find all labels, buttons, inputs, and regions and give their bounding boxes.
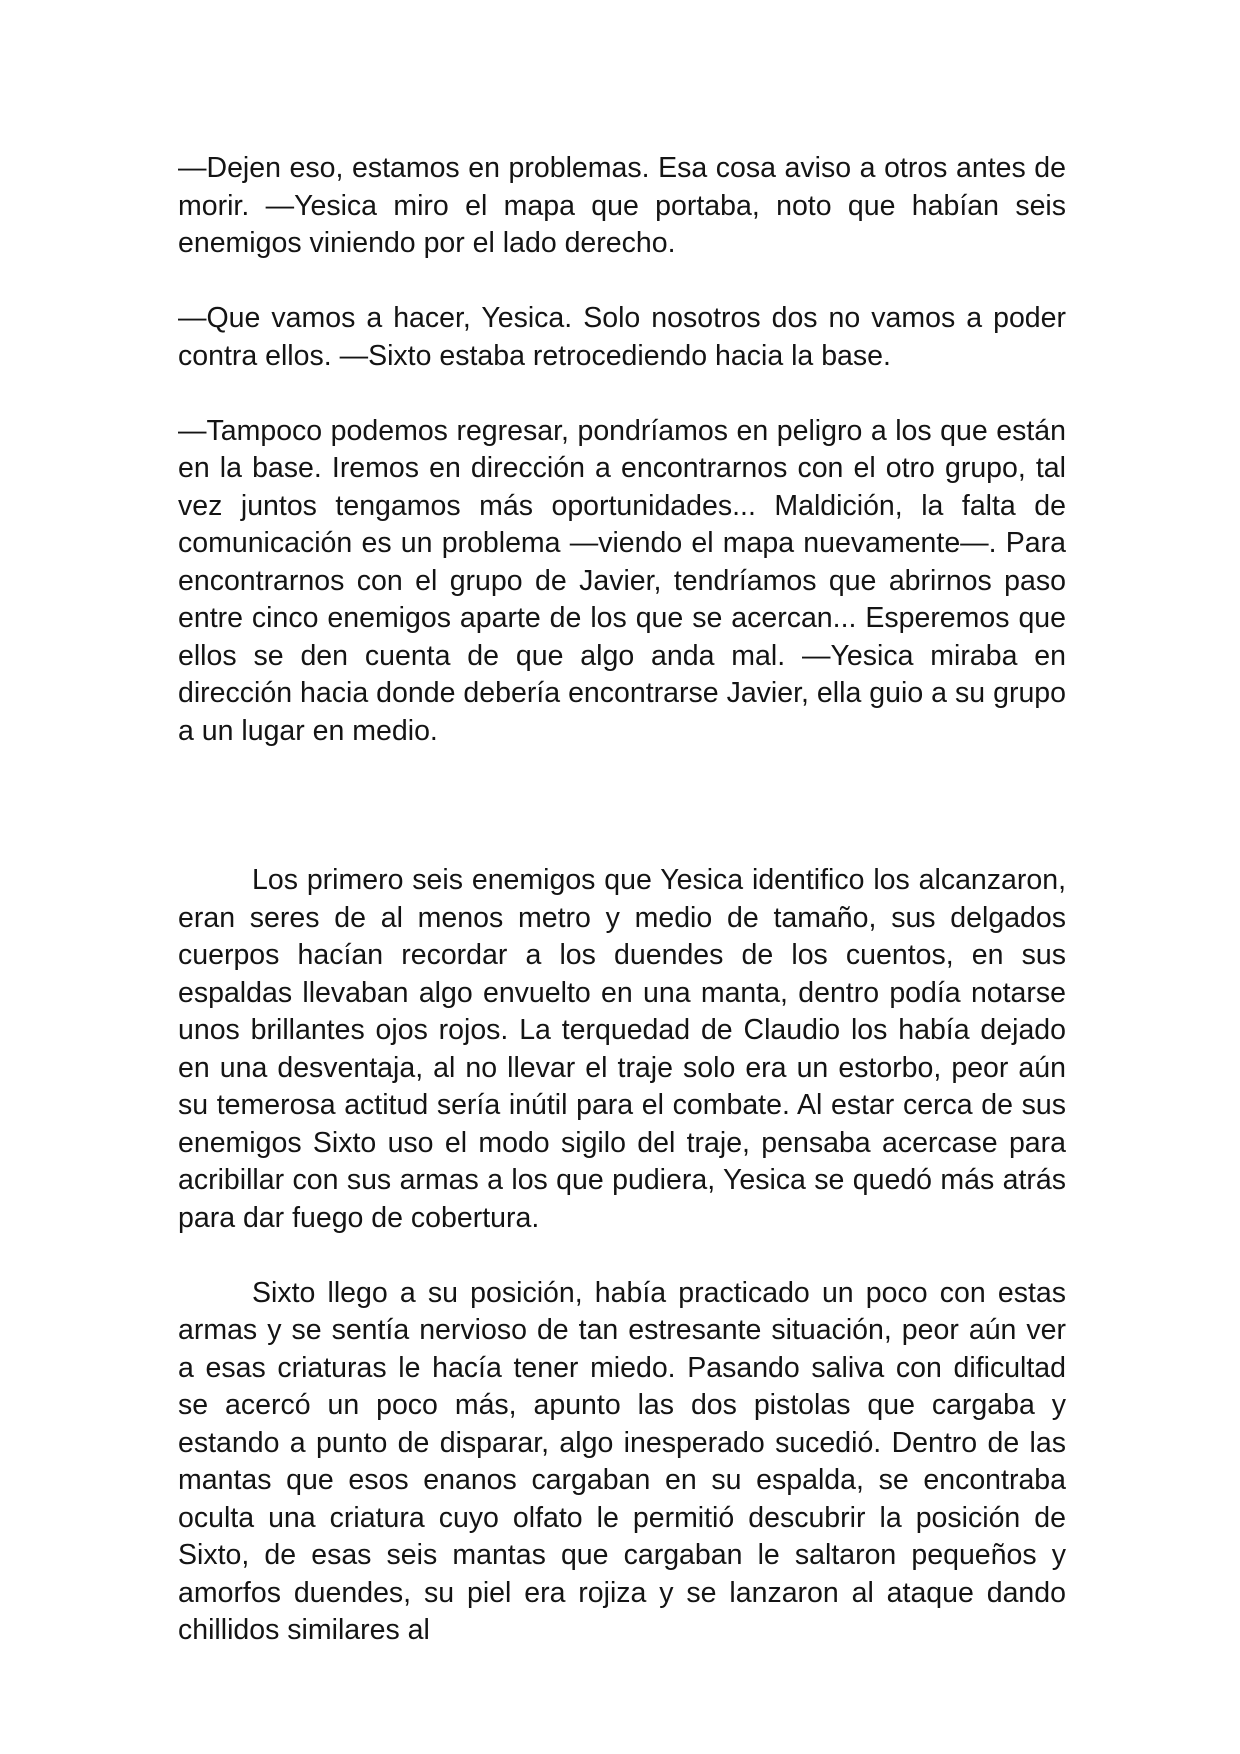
document-page [178,150,1066,1650]
paragraph-1: —Dejen eso, estamos en problemas. Esa cosa aviso a otros antes de morir. —Yesica miro el mapa que portaba, noto que habían seis enemigos viniendo por el lado derecho. [178,152,1066,259]
paragraph-3: —Tampoco podemos regresar, pondríamos en peligro a los que están en la base. Iremos en dirección a encontrarnos con el otro grupo, tal vez juntos tengamos más oportunidades... Maldición, la falta de comunicación es un problema —viendo el mapa nuevamente—. Para encontrarnos con el grupo de Javier, tendríamos que abrirnos paso entre cinco enemigos aparte de los que se acercan... Esperemos que ellos se den cuenta de que algo anda mal. —Yesica miraba en dirección hacia donde debería encontrarse Javier, ella guio a su grupo a un lugar en medio. [178,414,1066,747]
paragraph-2: —Que vamos a hacer, Yesica. Solo nosotros dos no vamos a poder contra ellos. —Sixto estaba retrocediendo hacia la base. [178,302,1066,372]
paragraph-5: Sixto llego a su posición, había practicado un poco con estas armas y se sentía nervioso de tan estresante situación, peor aún ver a esas criaturas le hacía tener miedo. Pasando saliva con dificultad se acercó un poco más, apunto las dos pistolas que cargaba y estando a punto de disparar, algo inesperado sucedió. Dentro de las mantas que esos enanos cargaban en su espalda, se encontraba oculta una criatura cuyo olfato le permitió descubrir la posición de Sixto, de esas seis mantas que cargaban le saltaron pequeños y amorfos duendes, su piel era rojiza y se lanzaron al ataque dando chillidos similares al [178,1276,1066,1646]
paragraph-4: Los primero seis enemigos que Yesica identifico los alcanzaron, eran seres de al menos metro y medio de tamaño, sus delgados cuerpos hacían recordar a los duendes de los cuentos, en sus espaldas llevaban algo envuelto en una manta, dentro podía notarse unos brillantes ojos rojos. La terquedad de Claudio los había dejado en una desventaja, al no llevar el traje solo era un estorbo, peor aún su temerosa actitud sería inútil para el combate. Al estar cerca de sus enemigos Sixto uso el modo sigilo del traje, pensaba acercase para acribillar con sus armas a los que pudiera, Yesica se quedó más atrás para dar fuego de cobertura. [178,864,1066,1234]
